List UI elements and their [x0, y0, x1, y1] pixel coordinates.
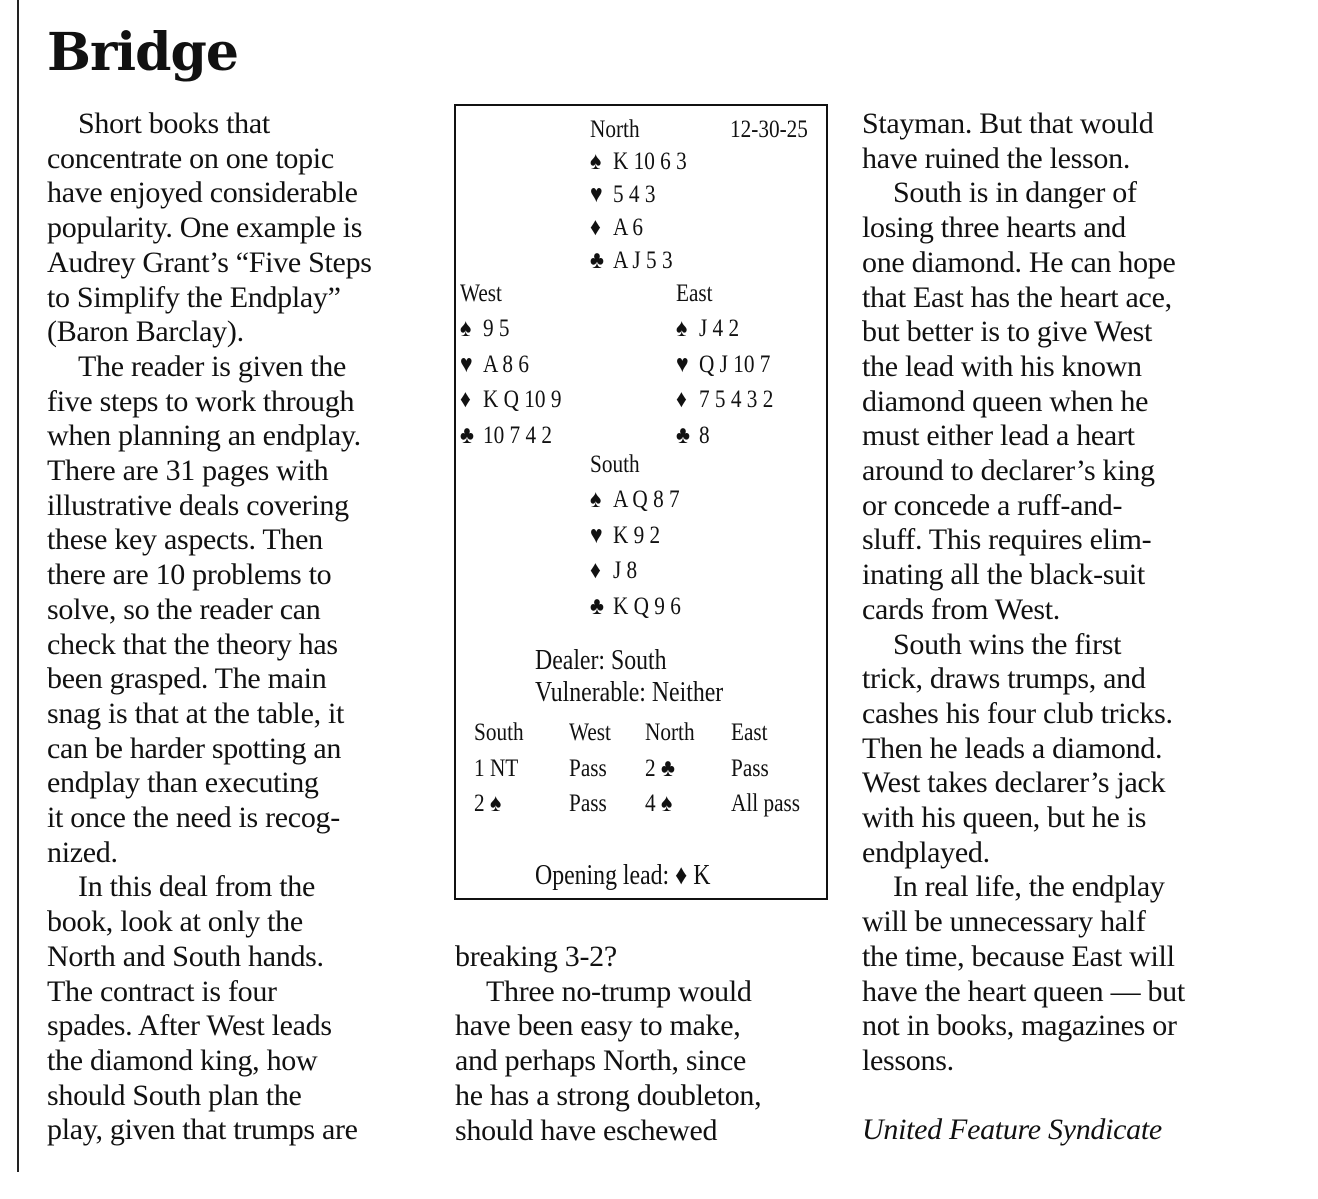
- west-hearts: ♥ A 8 6: [460, 351, 530, 378]
- text-line: to Simplify the Endplay”: [47, 280, 341, 314]
- west-label: West: [460, 280, 502, 307]
- south-diamonds: ♦ J 8: [590, 557, 638, 584]
- club-icon: ♣: [676, 422, 690, 449]
- opening-lead-text: Opening lead: ♦ K: [535, 860, 711, 891]
- text-line: The contract is four: [47, 974, 277, 1008]
- bid-cell: 2 ♣: [645, 755, 675, 782]
- north-label: North: [590, 116, 640, 143]
- text-line: cards from West.: [862, 592, 1061, 626]
- north-clubs: ♣ A J 5 3: [590, 247, 673, 274]
- heart-icon: ♥: [676, 351, 689, 378]
- text-line: these key aspects. Then: [47, 523, 323, 557]
- south-hearts: ♥ K 9 2: [590, 522, 661, 549]
- article-column-3: [862, 107, 1252, 1148]
- text-line: have the heart queen — but: [862, 974, 1185, 1008]
- text-line: the lead with his known: [862, 349, 1142, 383]
- bid-cell: Pass: [569, 755, 607, 782]
- text-line: when planning an endplay.: [47, 419, 361, 453]
- text-line: check that the theory has: [47, 627, 338, 661]
- text-line: solve, so the reader can: [47, 592, 321, 626]
- diamond-icon: ♦: [590, 557, 601, 584]
- text-line: five steps to work through: [47, 384, 355, 418]
- text-line: play, given that trumps are: [47, 1113, 358, 1147]
- article-column-1: [47, 107, 432, 1148]
- text-line: have ruined the lesson.: [862, 141, 1131, 175]
- text-line: not in books, magazines or: [862, 1009, 1177, 1043]
- text-line: In this deal from the: [78, 870, 315, 904]
- article-column-2: [455, 940, 825, 1148]
- text-line: lessons.: [862, 1043, 954, 1077]
- bidding-header-east: East: [731, 719, 768, 746]
- bidding-header-north: North: [645, 719, 695, 746]
- bid-cell: 1 NT: [474, 755, 519, 782]
- west-spades: ♠ 9 5: [460, 315, 510, 342]
- text-line: he has a strong doubleton,: [455, 1078, 762, 1112]
- text-line: South wins the first: [893, 627, 1122, 661]
- club-icon: ♣: [590, 247, 604, 274]
- bid-cell: 4 ♠: [645, 790, 673, 817]
- text-line: Then he leads a diamond.: [862, 731, 1163, 765]
- spade-icon: ♠: [460, 315, 472, 342]
- text-line: should South plan the: [47, 1078, 302, 1112]
- text-line: should have eschewed: [455, 1113, 718, 1147]
- club-icon: ♣: [590, 593, 604, 620]
- text-line: spades. After West leads: [47, 1009, 332, 1043]
- text-line: inating all the black-suit: [862, 558, 1145, 592]
- column-rule: [17, 0, 19, 1172]
- heart-icon: ♥: [460, 351, 473, 378]
- north-spades: ♠ K 10 6 3: [590, 148, 687, 175]
- text-line: North and South hands.: [47, 939, 324, 973]
- text-line: can be harder spotting an: [47, 731, 342, 765]
- text-line: Stayman. But that would: [862, 107, 1154, 140]
- bridge-deal-diagram: [454, 104, 828, 900]
- south-spades: ♠ A Q 8 7: [590, 486, 680, 513]
- text-line: illustrative deals covering: [47, 488, 349, 522]
- text-line: diamond queen when he: [862, 384, 1149, 418]
- text-line: have enjoyed considerable: [47, 176, 358, 210]
- text-line: West takes declarer’s jack: [862, 766, 1166, 800]
- text-line: concentrate on one topic: [47, 141, 334, 175]
- text-line: the time, because East will: [862, 939, 1175, 973]
- east-spades: ♠ J 4 2: [676, 315, 740, 342]
- east-hearts: ♥ Q J 10 7: [676, 351, 771, 378]
- text-line: one diamond. He can hope: [862, 245, 1176, 279]
- diamond-icon: ♦: [676, 386, 687, 413]
- syndicate-credit: United Feature Syndicate: [862, 1113, 1162, 1147]
- text-line: must either lead a heart: [862, 419, 1135, 453]
- text-line: breaking 3-2?: [455, 940, 617, 973]
- text-line: South is in danger of: [893, 176, 1137, 210]
- south-clubs: ♣ K Q 9 6: [590, 593, 681, 620]
- spade-icon: ♠: [590, 486, 602, 513]
- text-line: the diamond king, how: [47, 1043, 318, 1077]
- text-line: losing three hearts and: [862, 211, 1126, 245]
- south-label: South: [590, 451, 640, 478]
- heart-icon: ♥: [590, 522, 603, 549]
- diamond-icon: ♦: [460, 386, 471, 413]
- east-clubs: ♣ 8: [676, 422, 710, 449]
- text-line: book, look at only the: [47, 905, 303, 939]
- text-line: cashes his four club tricks.: [862, 696, 1173, 730]
- text-line: Three no-trump would: [486, 974, 752, 1008]
- text-line: it once the need is recog-: [47, 801, 340, 835]
- bidding-header-south: South: [474, 719, 524, 746]
- deal-date: 12-30-25: [730, 116, 808, 143]
- text-line: and perhaps North, since: [455, 1044, 747, 1078]
- text-line: (Baron Barclay).: [47, 315, 244, 349]
- text-line: endplayed.: [862, 835, 990, 869]
- text-line: Short books that: [78, 107, 270, 140]
- north-hearts: ♥ 5 4 3: [590, 181, 656, 208]
- club-icon: ♣: [460, 422, 474, 449]
- diamond-icon: ♦: [590, 214, 601, 241]
- text-line: nized.: [47, 835, 118, 869]
- bid-cell: Pass: [731, 755, 769, 782]
- bid-cell: Pass: [569, 790, 607, 817]
- text-line: will be unnecessary half: [862, 905, 1146, 939]
- west-diamonds: ♦ K Q 10 9: [460, 386, 562, 413]
- text-line: popularity. One example is: [47, 211, 363, 245]
- text-line: Audrey Grant’s “Five Steps: [47, 245, 372, 279]
- text-line: In real life, the endplay: [893, 870, 1165, 904]
- bidding-header-west: West: [569, 719, 611, 746]
- text-line: with his queen, but he is: [862, 801, 1147, 835]
- west-clubs: ♣ 10 7 4 2: [460, 422, 553, 449]
- text-line: snag is that at the table, it: [47, 696, 345, 730]
- spade-icon: ♠: [590, 148, 602, 175]
- spade-icon: ♠: [676, 315, 688, 342]
- bid-cell: All pass: [731, 790, 801, 817]
- text-line: but better is to give West: [862, 315, 1153, 349]
- text-line: sluff. This requires elim-: [862, 523, 1152, 557]
- page-title: Bridge: [47, 22, 238, 83]
- heart-icon: ♥: [590, 181, 603, 208]
- east-label: East: [676, 280, 713, 307]
- text-line: that East has the heart ace,: [862, 280, 1172, 314]
- text-line: around to declarer’s king: [862, 454, 1155, 488]
- north-diamonds: ♦ A 6: [590, 214, 644, 241]
- text-line: there are 10 problems to: [47, 558, 332, 592]
- text-line: have been easy to make,: [455, 1009, 741, 1043]
- text-line: There are 31 pages with: [47, 454, 329, 488]
- text-line: endplay than executing: [47, 766, 319, 800]
- text-line: or concede a ruff-and-: [862, 488, 1123, 522]
- vulnerable-text: Vulnerable: Neither: [535, 677, 724, 708]
- bid-cell: 2 ♠: [474, 790, 502, 817]
- text-line: The reader is given the: [78, 349, 346, 383]
- text-line: been grasped. The main: [47, 662, 327, 696]
- dealer-text: Dealer: South: [535, 645, 667, 676]
- text-line: trick, draws trumps, and: [862, 662, 1146, 696]
- east-diamonds: ♦ 7 5 4 3 2: [676, 386, 774, 413]
